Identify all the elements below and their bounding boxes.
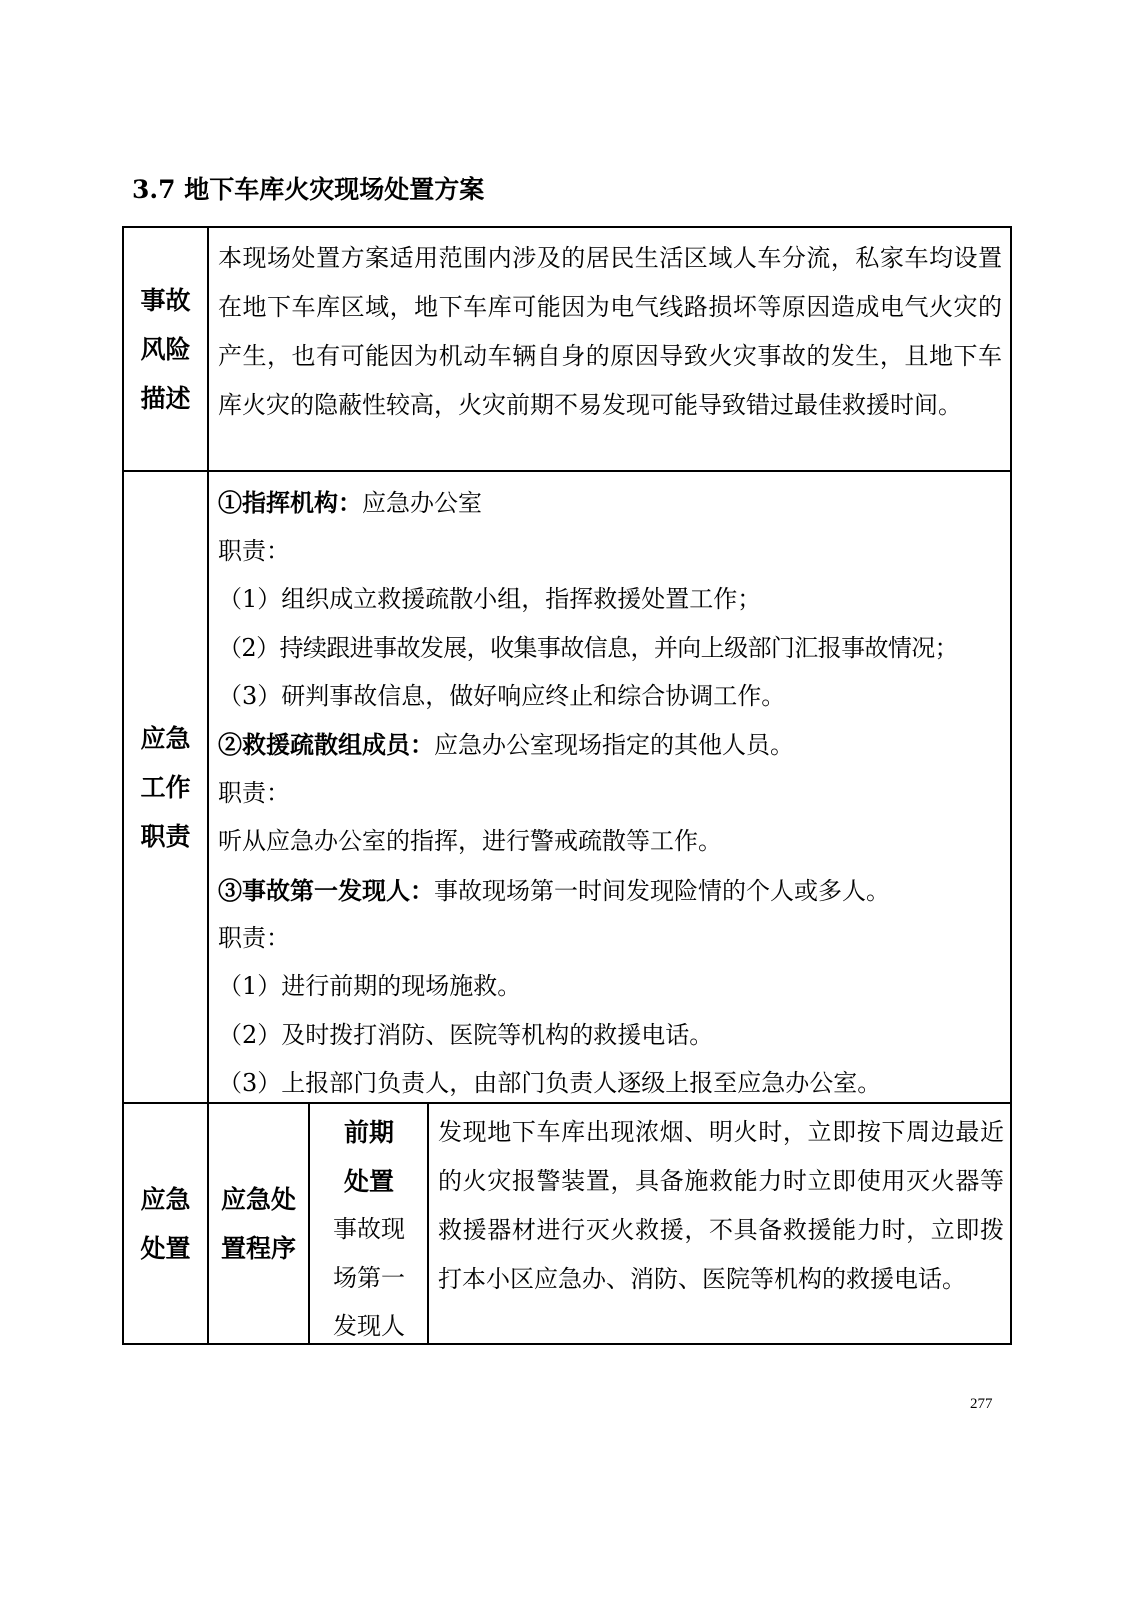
duty-line xyxy=(218,769,290,818)
risk-label-line: 事故 xyxy=(140,285,191,315)
duty-line-text: 职责： xyxy=(218,537,290,565)
duties-label xyxy=(124,472,207,1102)
duty-line-text: （2）持续跟进事故发展，收集事故信息，并向上级部门汇报事故情况； xyxy=(218,634,959,662)
duty-line xyxy=(218,720,794,770)
stage-title: 前期 xyxy=(343,1118,394,1147)
section-heading: 3.7 地下车库火灾现场处置方案 xyxy=(132,175,485,204)
duty-line xyxy=(218,1059,881,1108)
duties-label-line: 应急 xyxy=(140,723,191,753)
duty-line-text: 应急办公室现场指定的其他人员。 xyxy=(434,731,794,759)
response-label xyxy=(124,1104,207,1343)
duties-label-line: 工作 xyxy=(140,772,191,802)
response-procedure-text: 发现地下车库出现浓烟、明火时，立即按下周边最近的火灾报警装置，具备施救能力时立即使用灭火器等救援器材进行灭火救援，不具备救援能力时，立即拨打本小区应急办、消防、医院等机构的救援电话。 xyxy=(438,1118,1004,1293)
response-label-line: 应急 xyxy=(140,1184,191,1214)
duty-line xyxy=(218,914,290,963)
duty-line-text: （1）进行前期的现场施救。 xyxy=(218,972,522,1000)
duty-line-text: 听从应急办公室的指挥，进行警戒疏散等工作。 xyxy=(218,827,722,855)
procedure-label xyxy=(209,1104,308,1343)
duty-line-text: 职责： xyxy=(218,924,290,952)
duty-line xyxy=(218,672,785,721)
stage-actor: 场第一 xyxy=(333,1264,405,1292)
duty-line xyxy=(218,1011,713,1060)
duty-line-heading: ①指挥机构： xyxy=(218,488,362,517)
stage-title: 处置 xyxy=(343,1167,394,1196)
duty-line-text: 应急办公室 xyxy=(362,489,482,517)
duty-line xyxy=(218,962,521,1011)
duty-line xyxy=(218,624,958,673)
duties-label-line: 职责 xyxy=(140,821,191,851)
risk-label-line: 风险 xyxy=(140,334,191,364)
duty-line xyxy=(218,478,482,528)
duty-line-text: （1）组织成立救援疏散小组，指挥救援处置工作； xyxy=(218,585,762,613)
procedure-label-line: 置程序 xyxy=(220,1233,296,1263)
risk-label-line: 描述 xyxy=(140,383,191,413)
procedure-label-line: 应急处 xyxy=(220,1184,296,1214)
duty-line xyxy=(218,575,761,624)
stage-actor: 事故现 xyxy=(333,1215,405,1243)
duty-line-text: 事故现场第一时间发现险情的个人或多人。 xyxy=(434,877,890,905)
risk-description: 本现场处置方案适用范围内涉及的居民生活区域人车分流，私家车均设置在地下车库区域，地下车库可能因为电气线路损坏等原因造成电气火灾的产生，也有可能因为机动车辆自身的原因导致火灾事故的发生，且地下车库火灾的隐蔽性较高，火灾前期不易发现可能导致错过最佳救援时间。 xyxy=(218,244,1002,419)
duty-line xyxy=(218,817,722,866)
duty-line-text: （2）及时拨打消防、医院等机构的救援电话。 xyxy=(218,1021,714,1049)
table-divider xyxy=(122,470,1012,472)
duty-line xyxy=(218,866,890,916)
duty-line-text: （3）研判事故信息，做好响应终止和综合协调工作。 xyxy=(218,682,786,710)
page-number: 277 xyxy=(970,1396,993,1412)
stage-actor: 发现人 xyxy=(333,1312,405,1340)
duty-line-heading: ③事故第一发现人： xyxy=(218,876,434,905)
duty-line xyxy=(218,527,290,576)
duty-line-text: （3）上报部门负责人，由部门负责人逐级上报至应急办公室。 xyxy=(218,1069,882,1097)
duty-line-heading: ②救援疏散组成员： xyxy=(218,730,434,759)
duty-line-text: 职责： xyxy=(218,779,290,807)
response-label-line: 处置 xyxy=(140,1233,191,1263)
risk-label xyxy=(124,228,207,470)
